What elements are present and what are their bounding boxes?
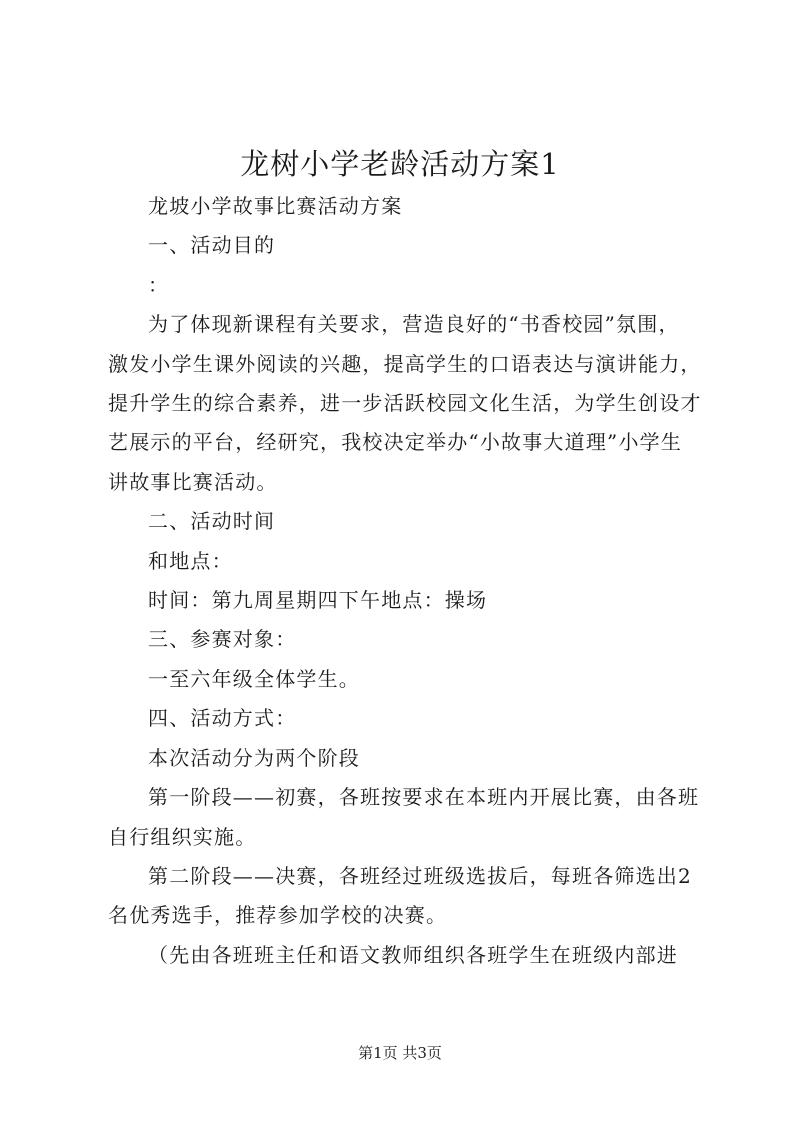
paragraph-line: 艺展示的平台，经研究，我校决定举办“小故事大道理”小学生 xyxy=(108,430,683,455)
paragraph-line: ： xyxy=(148,272,170,297)
section-heading: 三、参赛对象： xyxy=(148,627,297,652)
document-body xyxy=(108,187,708,975)
paragraph-line: 第二阶段——决赛，各班经过班级选拔后，每班各筛选出2 xyxy=(148,863,692,888)
paragraph-line: 讲故事比赛活动。 xyxy=(108,469,278,494)
paragraph-line: 龙坡小学故事比赛活动方案 xyxy=(148,194,403,218)
paragraph-line: 本次活动分为两个阶段 xyxy=(148,745,360,770)
paragraph-line: 一至六年级全体学生。 xyxy=(148,666,360,691)
paragraph-line: 时间：第九周星期四下午地点：操场 xyxy=(148,588,488,613)
paragraph-line: 提升学生的综合素养，进一步活跃校园文化生活，为学生创设才 xyxy=(108,391,702,416)
paragraph-line: 和地点： xyxy=(148,548,233,573)
section-heading: 一、活动目的 xyxy=(148,233,276,258)
paragraph-line: 自行组织实施。 xyxy=(108,824,257,849)
page-footer: 第1页 共3页 xyxy=(358,1044,442,1062)
paragraph-line: 为了体现新课程有关要求，营造良好的“书香校园”氛围， xyxy=(148,312,680,337)
paragraph-line: 激发小学生课外阅读的兴趣，提高学生的口语表达与演讲能力， xyxy=(108,351,702,376)
section-heading: 四、活动方式： xyxy=(148,706,297,731)
paragraph-line: （先由各班班主任和语文教师组织各班学生在班级内部进 xyxy=(148,942,678,967)
paragraph-line: 名优秀选手，推荐参加学校的决赛。 xyxy=(108,903,448,928)
paragraph-line: 第一阶段——初赛，各班按要求在本班内开展比赛，由各班 xyxy=(148,785,700,810)
page-title: 龙树小学老龄活动方案1 xyxy=(240,147,560,181)
section-heading: 二、活动时间 xyxy=(148,509,276,534)
